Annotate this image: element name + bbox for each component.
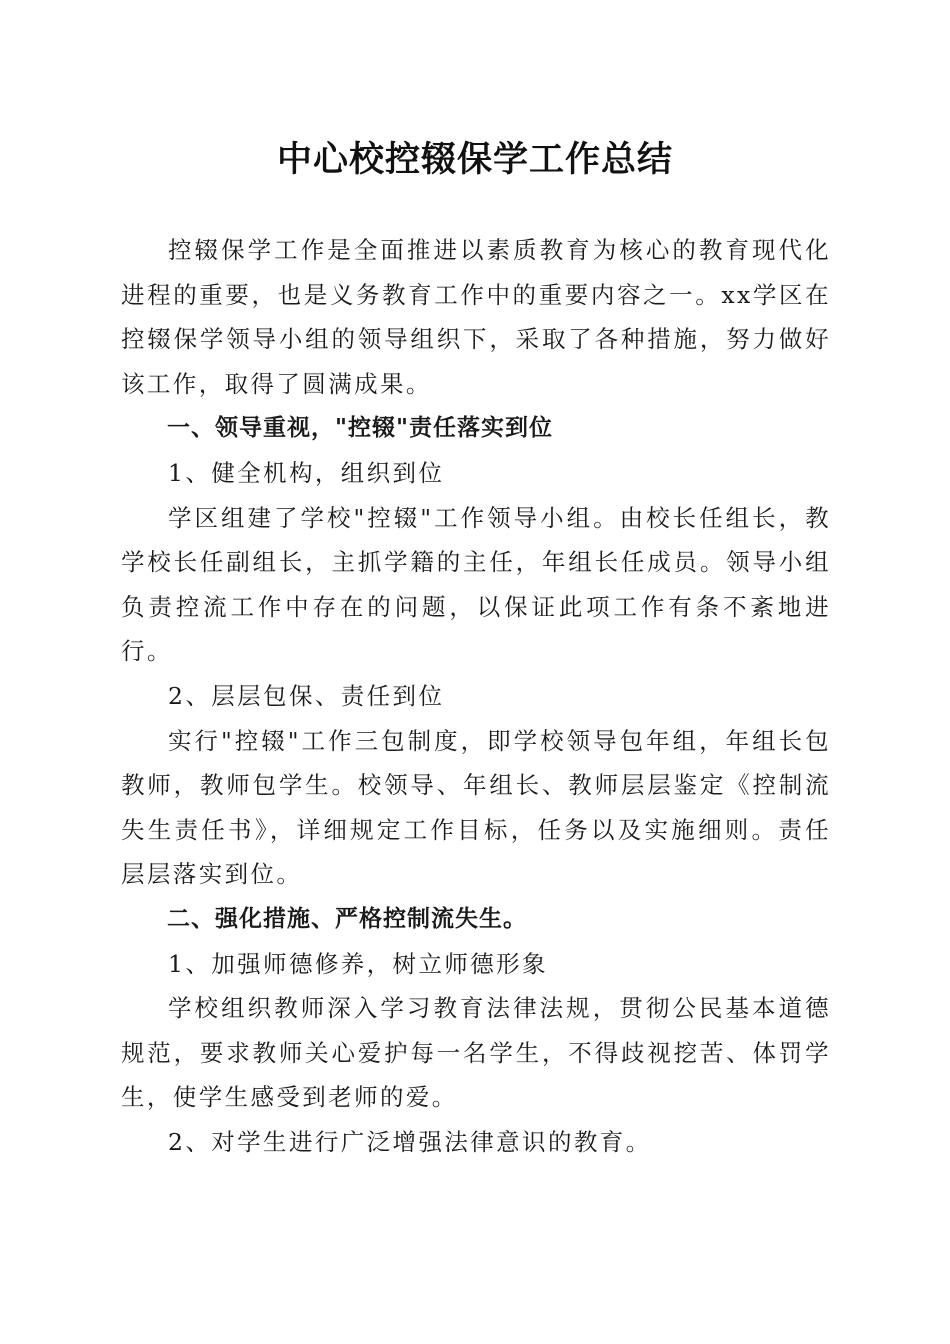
section-heading-2: 二、强化措施、严格控制流失生。 <box>167 905 527 932</box>
intro-paragraph: 控辍保学工作是全面推进以素质教育为核心的教育现代化进程的重要，也是义务教育工作中的重要内容之一。xx学区在控辍保学领导小组的领导组织下，采取了各种措施，努力做好该工作，取得了圆满成果。 <box>121 236 831 398</box>
subsection-heading-2-2: 2、对学生进行广泛增强法律意识的教育。 <box>168 1127 652 1156</box>
document-title: 中心校控辍保学工作总结 <box>276 139 673 180</box>
body-paragraph: 学区组建了学校"控辍"工作领导小组。由校长任组长，教学校长任副组长，主抓学籍的主任，年组长任成员。领导小组负责控流工作中存在的问题，以保证此项工作有条不紊地进行。 <box>121 503 831 666</box>
document-body <box>121 228 831 1164</box>
body-paragraph: 学校组织教师深入学习教育法律法规，贯彻公民基本道德规范，要求教师关心爱护每一名学生，不得歧视挖苦、体罚学生，使学生感受到老师的爱。 <box>121 994 831 1112</box>
subsection-heading-1-1: 1、健全机构，组织到位 <box>168 458 445 487</box>
body-paragraph: 实行"控辍"工作三包制度，即学校领导包年组，年组长包教师，教师包学生。校领导、年组长、教师层层鉴定《控制流失生责任书》，详细规定工作目标，任务以及实施细则。责任层层落实到位。 <box>121 726 831 889</box>
section-heading-1: 一、领导重视，"控辍"责任落实到位 <box>167 415 553 442</box>
subsection-heading-2-1: 1、加强师德修养，树立师德形象 <box>168 949 548 978</box>
subsection-heading-1-2: 2、层层包保、责任到位 <box>168 681 445 710</box>
